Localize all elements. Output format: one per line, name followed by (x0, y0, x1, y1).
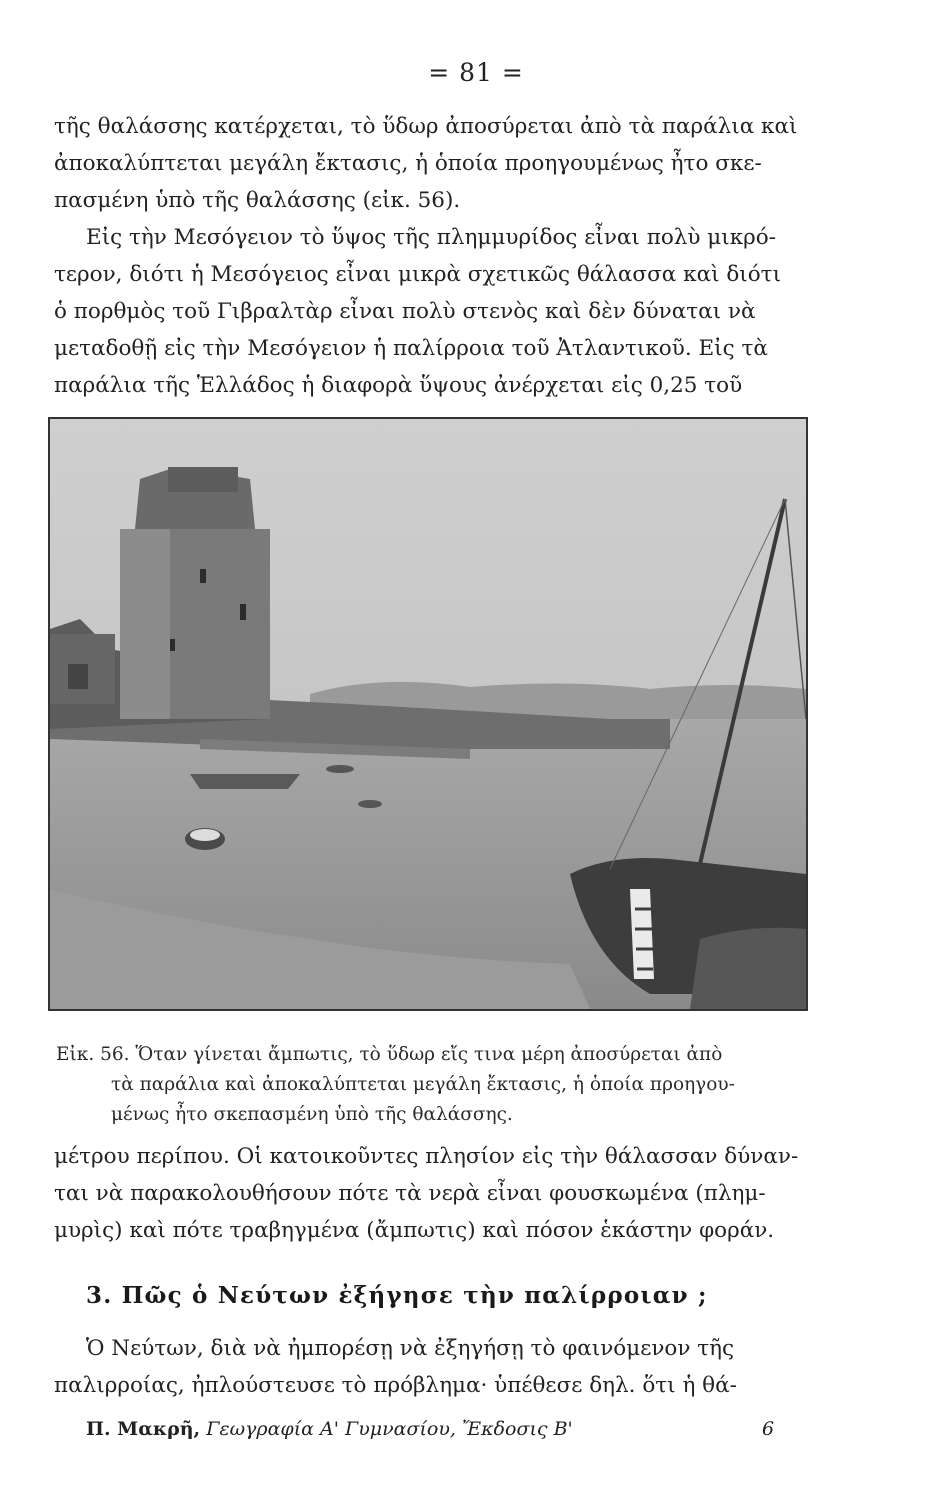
text-line: τερον, διότι ἡ Μεσόγειος εἶναι μικρὰ σχετικῶς θάλασσα καὶ διότι (54, 262, 782, 287)
paragraph-bottom (54, 1138, 811, 1249)
text-line: μυρὶς) καὶ πότε τραβηγμένα (ἄμπωτις) καὶ πόσον ἑκάστην φοράν. (54, 1218, 775, 1243)
text-line: ται νὰ παρακολουθήσουν πότε τὰ νερὰ εἶναι φουσκωμένα (πλημ- (54, 1181, 766, 1206)
low-tide-harbor-photo (50, 419, 806, 1009)
text-line: τῆς θαλάσσης κατέρχεται, τὸ ὕδωρ ἀποσύρεται ἀπὸ τὰ παράλια καὶ (54, 114, 798, 139)
footer-author: Π. Μακρῆ, (86, 1418, 201, 1440)
footer-book-title: Γεωγραφία Α' Γυμνασίου, Ἔκδοσις Β' (206, 1418, 573, 1440)
page-footer (86, 1418, 786, 1440)
footer-sheet-number: 6 (762, 1418, 775, 1440)
text-line: Εἰς τὴν Μεσόγειον τὸ ὕψος τῆς πλημμυρίδος εἶναι πολὺ μικρό- (86, 225, 776, 250)
paragraph-top (54, 108, 811, 404)
figure-photo (48, 417, 808, 1011)
text-line: ὁ πορθμὸς τοῦ Γιβραλτὰρ εἶναι πολὺ στενὸς καὶ δὲν δύναται νὰ (54, 299, 756, 324)
text-line: παλιρροίας, ἠπλούστευσε τὸ πρόβλημα· ὑπέθεσε δηλ. ὅτι ἡ θά- (54, 1373, 737, 1398)
text-line: Ὁ Νεύτων, διὰ νὰ ἠμπορέσῃ νὰ ἐξηγήσῃ τὸ φαινόμενον τῆς (86, 1336, 735, 1361)
text-line: μεταδοθῇ εἰς τὴν Μεσόγειον ἡ παλίρροια τοῦ Ἀτλαντικοῦ. Εἰς τὰ (54, 336, 768, 361)
text-line: πασμένη ὑπὸ τῆς θαλάσσης (εἰκ. 56). (54, 188, 461, 213)
paragraph-newton (54, 1330, 811, 1404)
figure-caption (56, 1040, 816, 1130)
caption-line: Εἰκ. 56. Ὅταν γίνεται ἄμπωτις, τὸ ὕδωρ εἴς τινα μέρη ἀποσύρεται ἀπὸ (56, 1044, 723, 1065)
caption-line: μένως ἦτο σκεπασμένη ὑπὸ τῆς θαλάσσης. (111, 1104, 513, 1125)
caption-line: τὰ παράλια καὶ ἀποκαλύπτεται μεγάλη ἔκτασις, ἡ ὁποία προηγου- (111, 1074, 735, 1095)
text-line: παράλια τῆς Ἑλλάδος ἡ διαφορὰ ὕψους ἀνέρχεται εἰς 0,25 τοῦ (54, 373, 743, 398)
section-heading: 3. Πῶς ὁ Νεύτων ἐξήγησε τὴν παλίρροιαν ; (86, 1282, 708, 1309)
text-line: μέτρου περίπου. Οἱ κατοικοῦντες πλησίον εἰς τὴν θάλασσαν δύναν- (54, 1144, 799, 1169)
text-line: ἀποκαλύπτεται μεγάλη ἔκτασις, ἡ ὁποία προηγουμένως ἦτο σκε- (54, 151, 762, 176)
page-number: = 81 = (428, 58, 524, 87)
